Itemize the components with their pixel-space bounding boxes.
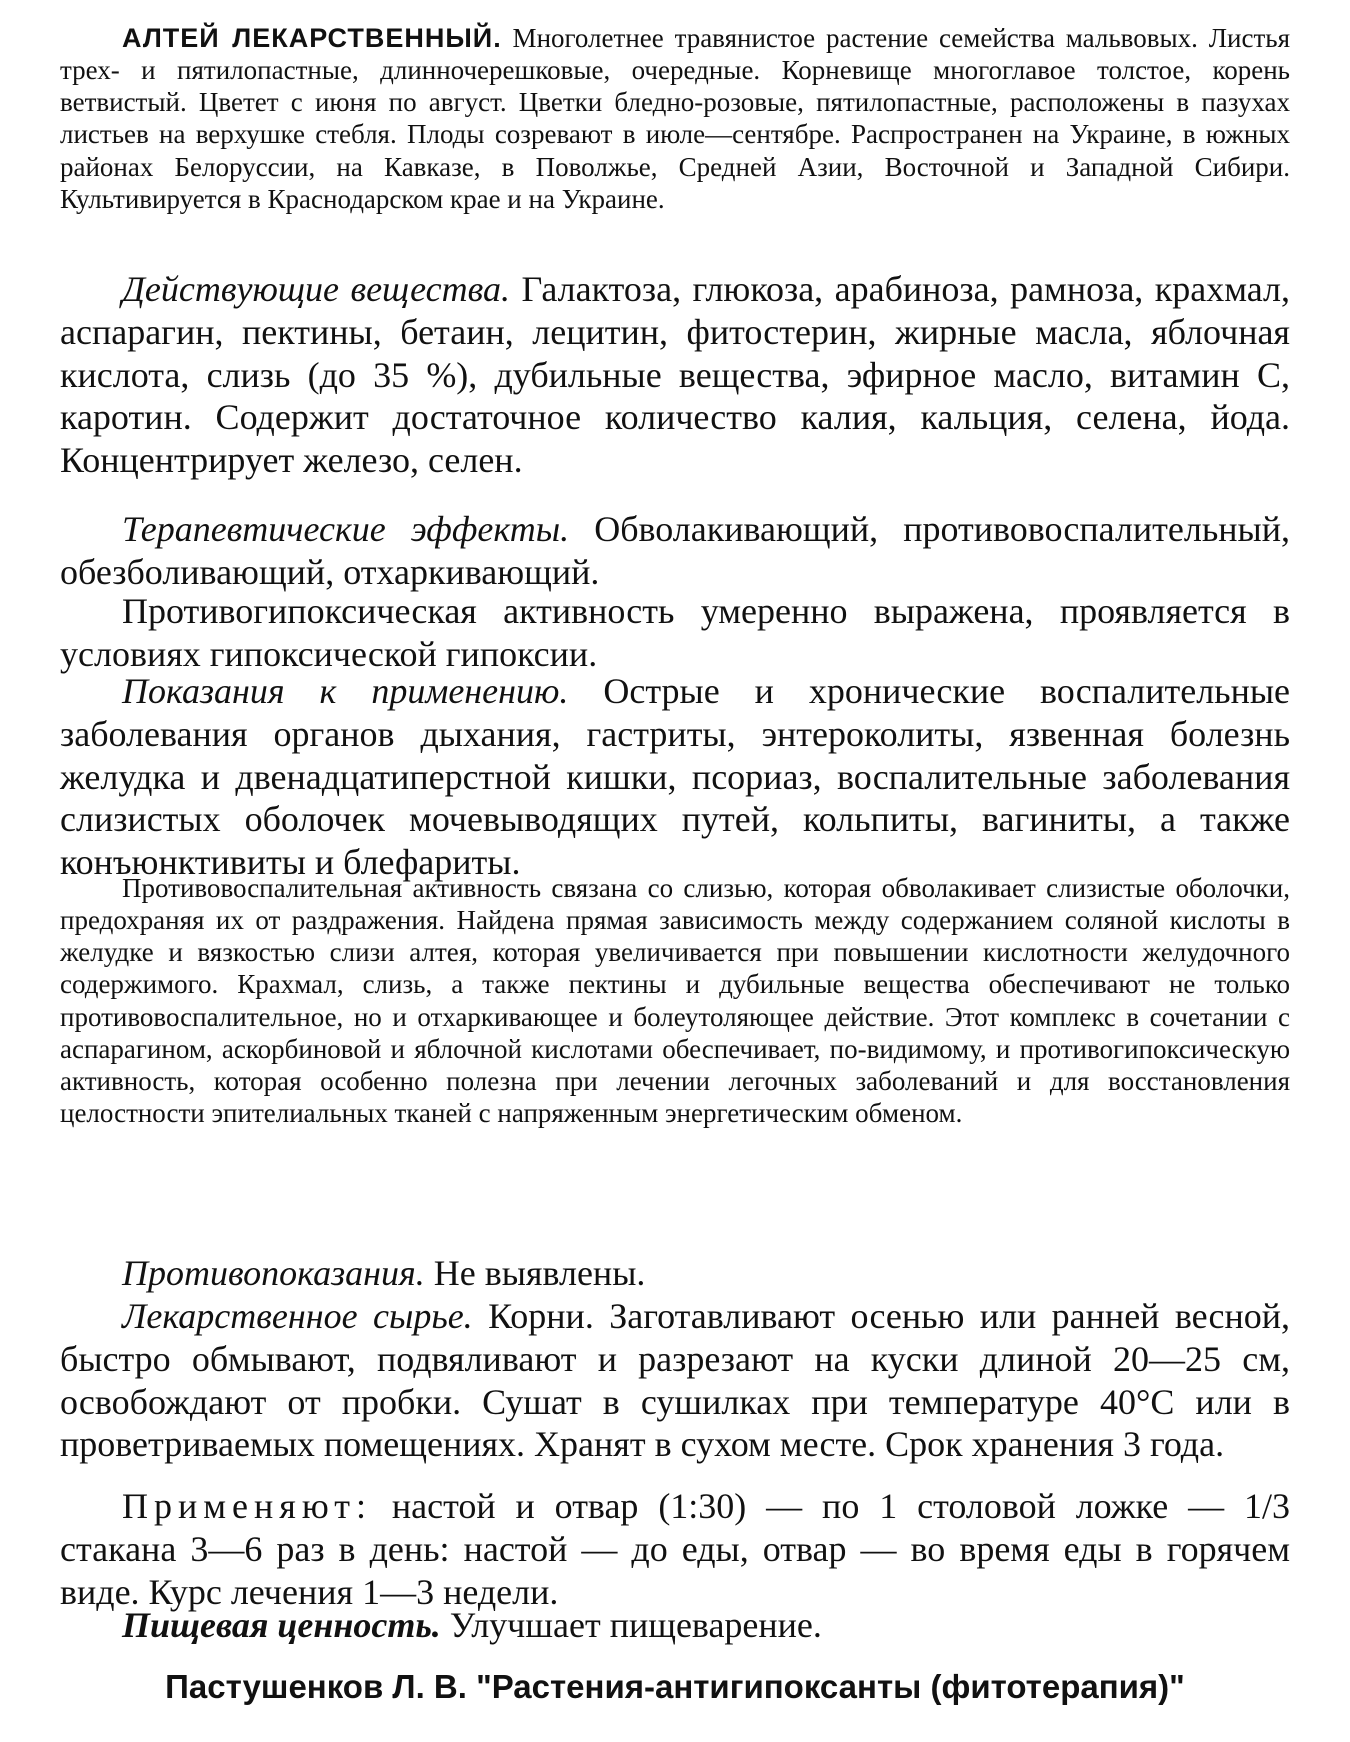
mechanism-text: Противовоспалительная активность связана со слизью, которая обволакивает слизистые оболочки, предохраняя их от раздражения. Найдена прямая зависимость между содержанием соляной кислоты в желудке и вязкостью слизи алтея, которая увеличивается при повышении кислотности желудочного содержимого. Крахмал, слизь, а также пектины и дубильные вещества обеспечивают не только противовоспалительное, но и отхаркивающее и болеутоляющее действие. Этот комплекс в сочетании с аспарагином, аскорбиновой и яблочной кислотами обеспечивает, по-видимому, и противогипоксическую активность, которая особенно полезна при лечении легочных заболеваний и для восстановления целостности эпителиальных тканей с напряженным энергетическим обменом. [60,873,1290,1128]
indications-text: Острые и хронические воспалительные заболевания органов дыхания, гастриты, энтероколиты, язвенная болезнь желудка и двенадцатиперстной кишки, псориаз, воспалительные заболевания слизистых оболочек мочевыводящих путей, кольпиты, вагиниты, а также конъюнктивиты и блефариты. [60,671,1291,883]
contraindications-text: Не выявлены. [424,1253,646,1293]
antihypoxic-text: Противогипоксическая активность умеренно выражена, проявляется в условиях гипоксической гипоксии. [60,591,1290,674]
paragraph-mechanism [60,872,1290,1129]
paragraph-active-substances [60,268,1290,482]
indications-heading: Показания к применению. [122,671,569,711]
raw-material-heading: Лекарственное сырье. [122,1296,473,1336]
plant-title: АЛТЕЙ ЛЕКАРСТВЕННЫЙ. [122,23,502,53]
contraindications-heading: Противопоказания. [122,1253,425,1293]
description-text: Многолетнее травянистое растение семейства мальвовых. Листья трех- и пятилопастные, длинночерешковые, очередные. Корневище многоглавое толстое, корень ветвистый. Цветет с июня по август. Цветки бледно-розовые, пятилопастные, расположены в пазухах листьев на верхушке стебля. Плоды созревают в июле—сентябре. Распространен на Украине, в южных районах Белоруссии, на Кавказе, в Поволжье, Средней Азии, Восточной и Западной Сибири. Культивируется в Краснодарском крае и на Украине. [60,23,1290,214]
paragraph-nutrition [60,1604,1290,1647]
paragraph-antihypoxic [60,590,1290,676]
raw-material-text: Корни. Заготавливают осенью или ранней весной, быстро обмывают, подвяливают и разрезают на куски длиной 20—25 см, освобождают от пробки. Сушат в сушилках при температуре 40°С или в проветриваемых помещениях. Хранят в сухом месте. Срок хранения 3 года. [60,1296,1290,1465]
paragraph-raw-material [60,1295,1290,1466]
paragraph-contraindications [60,1252,1290,1295]
active-substances-text: Галактоза, глюкоза, арабиноза, рамноза, крахмал, аспарагин, пектины, бетаин, лецитин, фитостерин, жирные масла, яблочная кислота, слизь (до 35 %), дубильные вещества, эфирное масло, витамин С, каротин. Содержит достаточное количество калия, кальция, селена, йода. Концентрирует железо, селен. [60,269,1291,481]
application-text: настой и отвар (1:30) — по 1 столовой ложке — 1/3 стакана 3—6 раз в день: настой — до еды, отвар — во время еды в горячем виде. Курс лечения 1—3 недели. [60,1486,1290,1612]
nutrition-heading: Пищевая ценность. [122,1605,441,1645]
therapeutic-effects-heading: Терапевтические эффекты. [122,509,570,549]
source-citation: Пастушенков Л. В. "Растения-антигипоксанты (фитотерапия)" [165,1668,1185,1705]
active-substances-heading: Действующие вещества. [122,269,510,309]
therapeutic-effects-text: Обволакивающий, противовоспалительный, обезболивающий, отхаркивающий. [60,509,1290,592]
application-heading: Применяют: [122,1486,373,1526]
paragraph-description [60,22,1290,215]
paragraph-indications [60,670,1290,884]
paragraph-application [60,1485,1290,1613]
paragraph-therapeutic-effects [60,508,1290,594]
nutrition-text: Улучшает пищеварение. [440,1605,822,1645]
